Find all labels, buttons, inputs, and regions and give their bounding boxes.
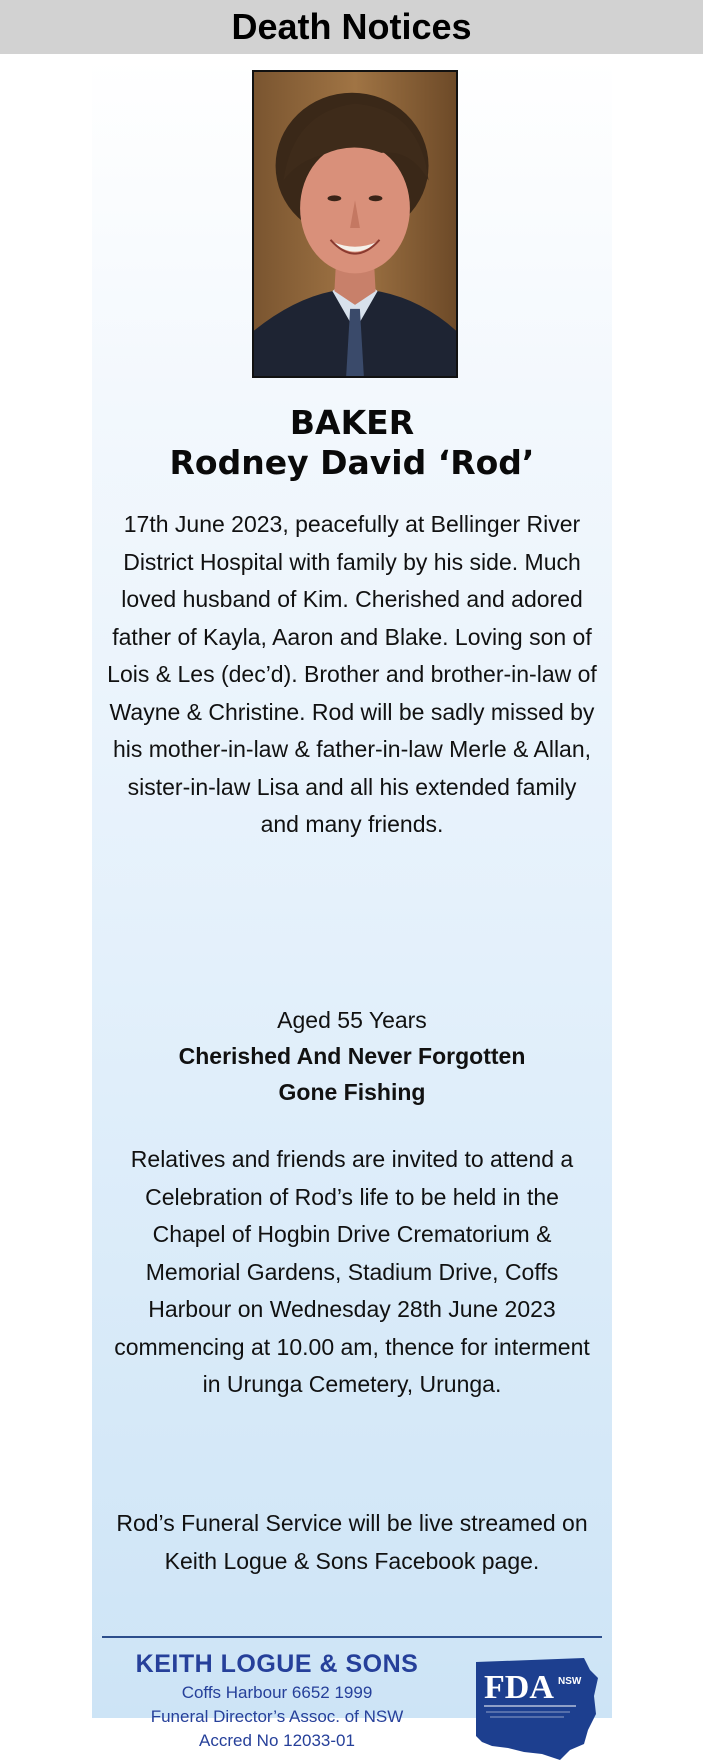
company-accreditation: Accred No 12033-01: [199, 1731, 355, 1750]
notice-paragraph-2: Relatives and friends are invited to attend a Celebration of Rod’s life to be held in the Chapel of Hogbin Drive Crematorium & Memorial Gardens, Stadium Drive, Coffs Harbour on Wednesday 28th June 2023 commencing at 10.00 am, thence for interment in Urunga Cemetery, Urunga.: [114, 1146, 590, 1397]
portrait-photo: [252, 70, 458, 378]
footer-divider: [102, 1636, 602, 1638]
page-title: Death Notices: [231, 6, 472, 47]
header-bar: [0, 0, 703, 54]
company-name: KEITH LOGUE & SONS: [135, 1650, 419, 1678]
cherished-line: Cherished And Never Forgotten: [178, 1043, 526, 1069]
age-line: Aged 55 Years: [277, 1007, 427, 1033]
fda-nsw-logo: [472, 1656, 602, 1762]
notice-paragraph-1: 17th June 2023, peacefully at Bellinger River District Hospital with family by his side. Much loved husband of Kim. Cherished and adored father of Kayla, Aaron and Blake. Loving son of Lois & Les (dec’d). Brother and brother-in-law of Wayne & Christine. Rod will be sadly missed by his mother-in-law & father-in-law Merle & Allan, sister-in-law Lisa and all his extended family and many friends.: [107, 511, 597, 837]
company-phone: Coffs Harbour 6652 1999: [181, 1683, 373, 1702]
company-association: Funeral Director’s Assoc. of NSW: [150, 1707, 404, 1726]
death-notice: [92, 58, 612, 1750]
full-name: Rodney David ‘Rod’: [169, 443, 535, 482]
gone-fishing-line: Gone Fishing: [278, 1079, 426, 1105]
surname: BAKER: [289, 403, 415, 442]
logo-subtext: NSW: [558, 1676, 582, 1687]
logo-text: FDA: [484, 1669, 554, 1706]
notice-paragraph-3: Rod’s Funeral Service will be live streamed on Keith Logue & Sons Facebook page.: [116, 1510, 588, 1574]
